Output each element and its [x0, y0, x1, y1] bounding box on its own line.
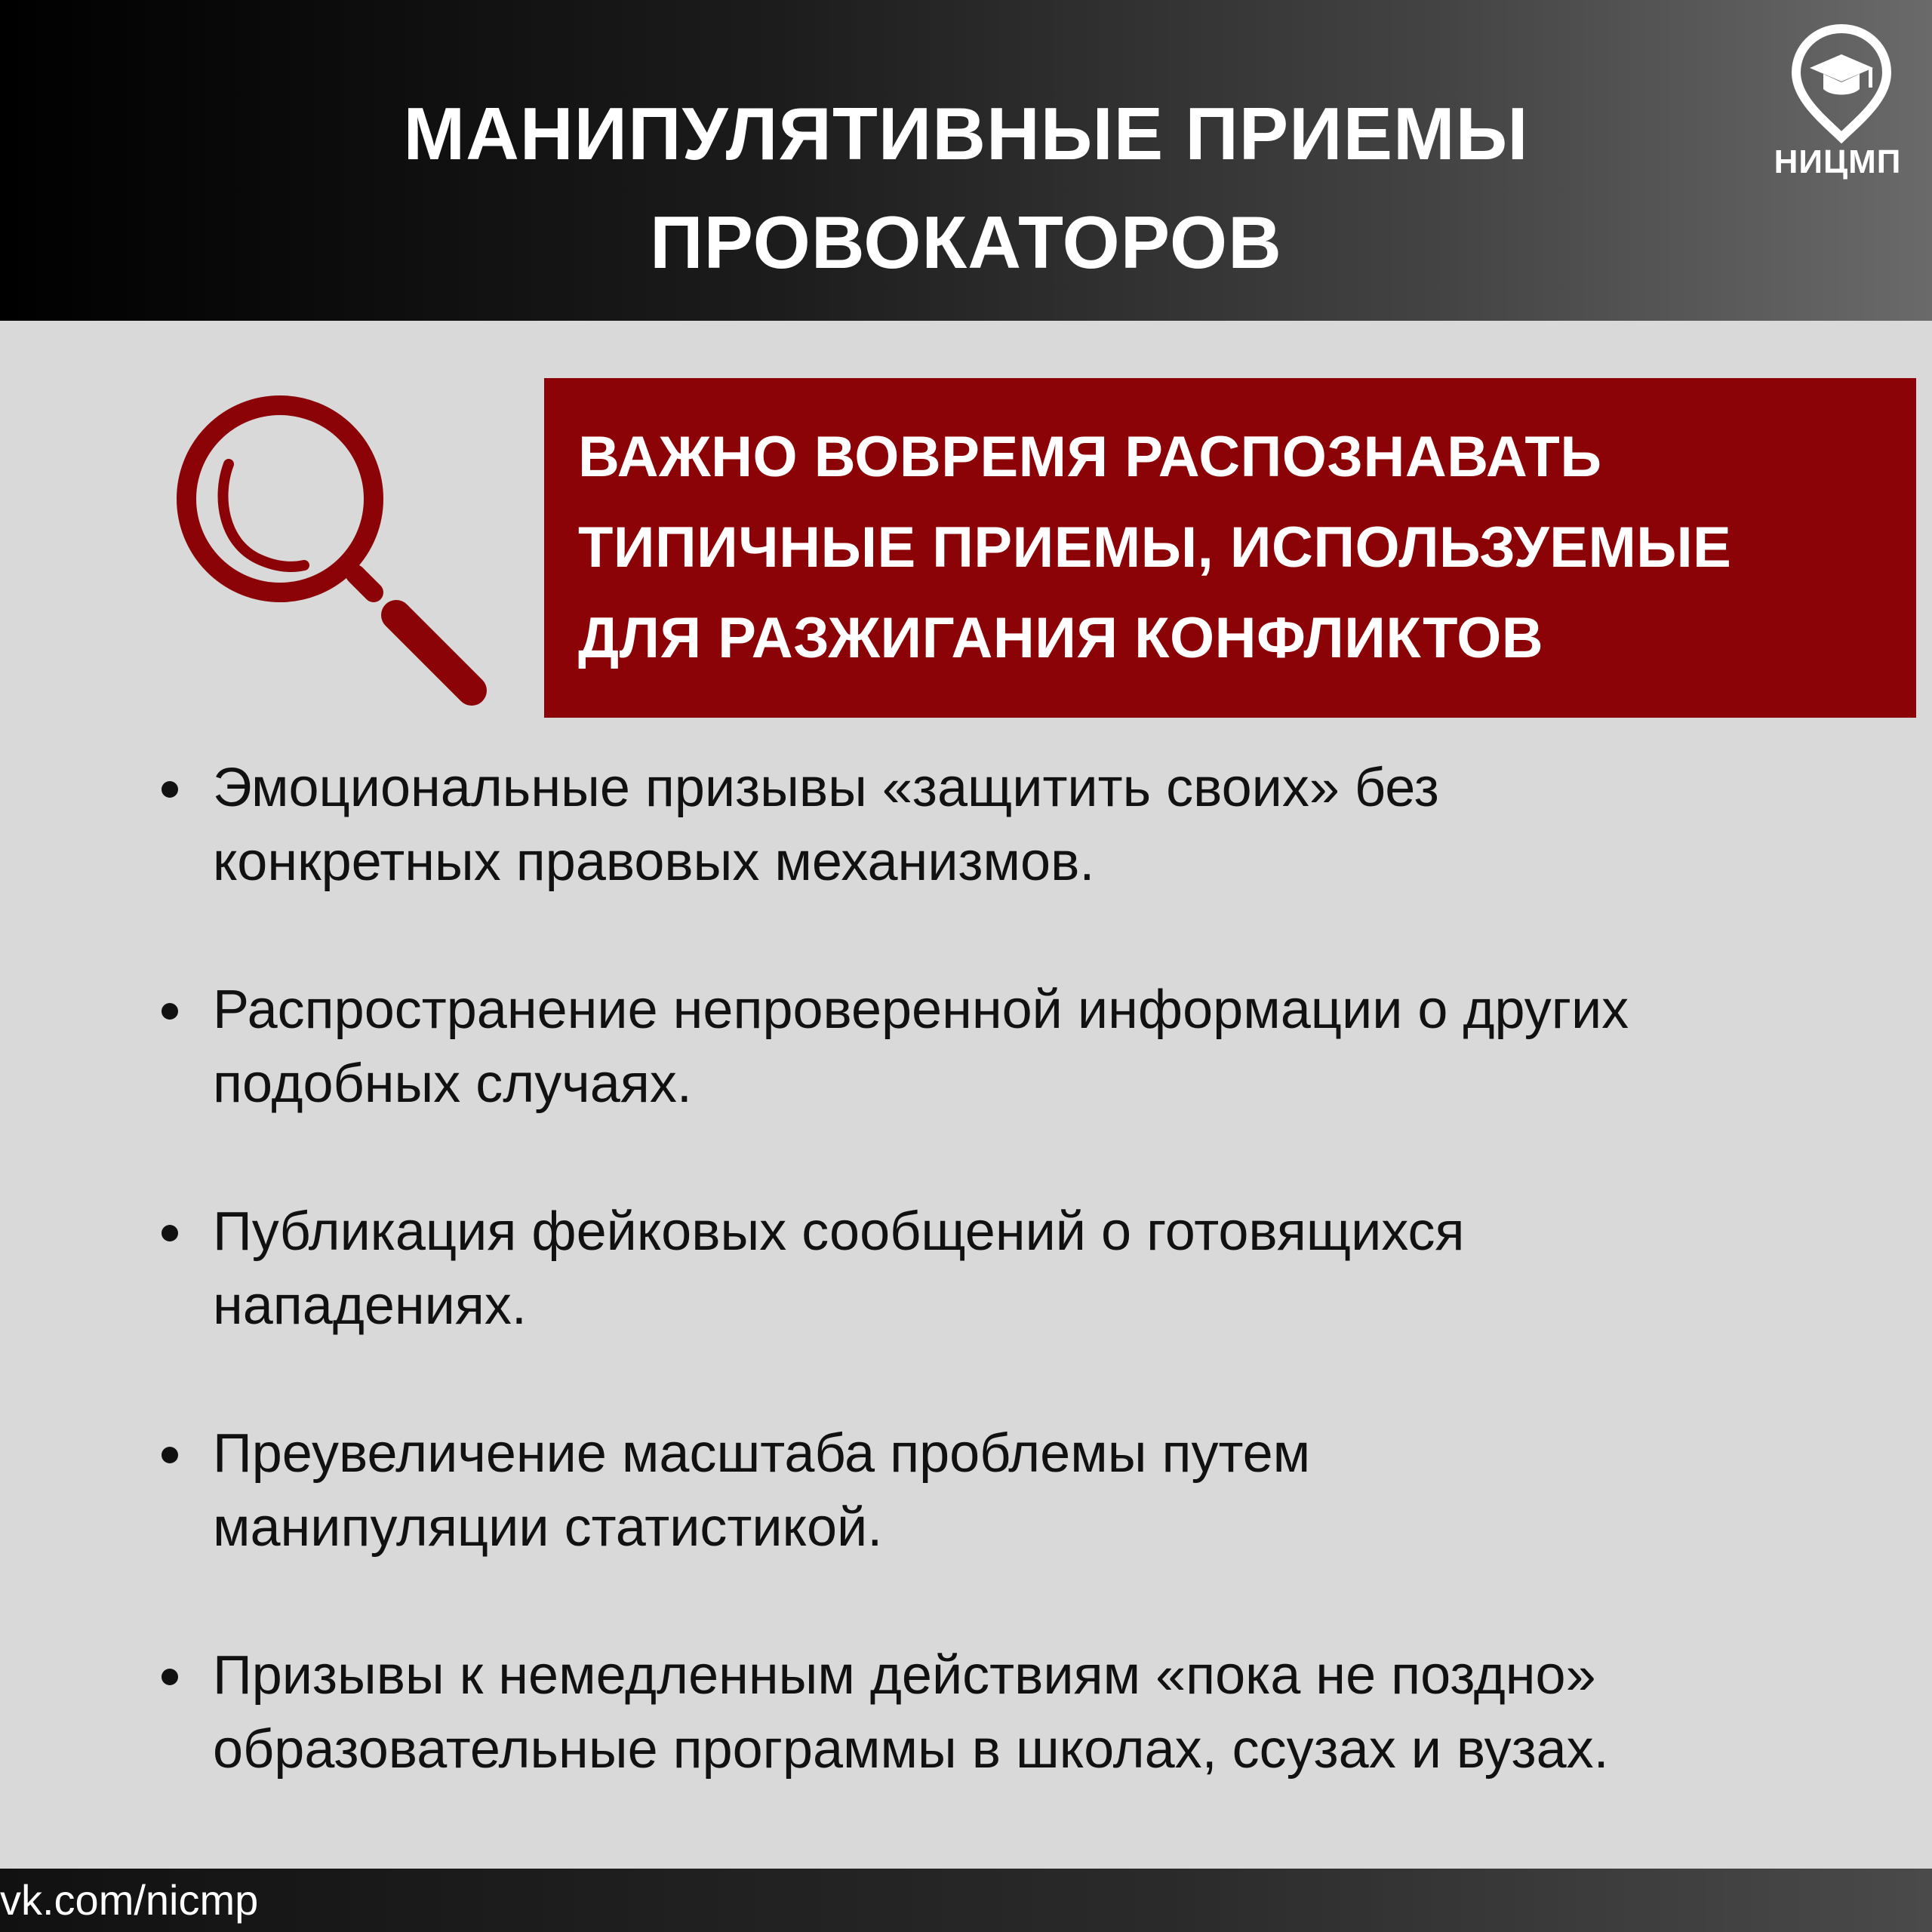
callout-box — [544, 378, 1916, 718]
callout-line-1: ВАЖНО ВОВРЕМЯ РАСПОЗНАВАТЬ — [578, 425, 1602, 489]
list-item-line-2: конкретных правовых механизмов. — [213, 832, 1095, 892]
logo-text: НИЦМП — [1774, 143, 1902, 180]
footer-bar — [0, 1869, 1932, 1932]
list-item-line-1: Призывы к немедленным действиям «пока не поздно» — [213, 1645, 1596, 1706]
magnifier-icon — [170, 389, 487, 706]
list-item-line-1: Эмоциональные призывы «защитить своих» без — [213, 758, 1439, 818]
list-item — [151, 751, 1902, 899]
page-title-line-2: ПРОВОКАТОРОВ — [650, 201, 1282, 284]
list-item — [151, 1417, 1902, 1564]
callout-line-3: ДЛЯ РАЗЖИГАНИЯ КОНФЛИКТОВ — [578, 606, 1544, 670]
bullet-dot — [162, 1447, 178, 1463]
list-item-line-1: Преувеличение масштаба проблемы путем — [213, 1423, 1311, 1484]
bullet-dot — [162, 1669, 178, 1685]
list-item-line-2: манипуляции статистикой. — [213, 1497, 883, 1558]
list-item-line-2: образовательные программы в школах, ссузах и вузах. — [213, 1719, 1609, 1780]
bullet-dot — [162, 1225, 178, 1241]
page-title — [174, 79, 1758, 297]
list-item — [151, 1195, 1902, 1343]
page-title-line-1: МАНИПУЛЯТИВНЫЕ ПРИЕМЫ — [403, 92, 1529, 175]
list-item — [151, 1638, 1902, 1786]
bullet-dot — [162, 781, 178, 798]
list-item-line-2: подобных случаях. — [213, 1054, 692, 1114]
footer-link[interactable]: vk.com/nicmp — [0, 1876, 259, 1924]
bullet-list — [151, 751, 1902, 1860]
header-banner — [0, 0, 1932, 321]
logo — [1758, 23, 1917, 189]
bullet-dot — [162, 1003, 178, 1020]
list-item-line-1: Распространение непроверенной информации о других — [213, 980, 1629, 1040]
list-item-line-1: Публикация фейковых сообщений о готовящихся — [213, 1201, 1465, 1262]
list-item-line-2: нападениях. — [213, 1275, 527, 1336]
callout-line-2: ТИПИЧНЫЕ ПРИЕМЫ, ИСПОЛЬЗУЕМЫЕ — [578, 515, 1732, 580]
graduation-cap-pin-icon — [1789, 23, 1894, 143]
list-item — [151, 973, 1902, 1121]
